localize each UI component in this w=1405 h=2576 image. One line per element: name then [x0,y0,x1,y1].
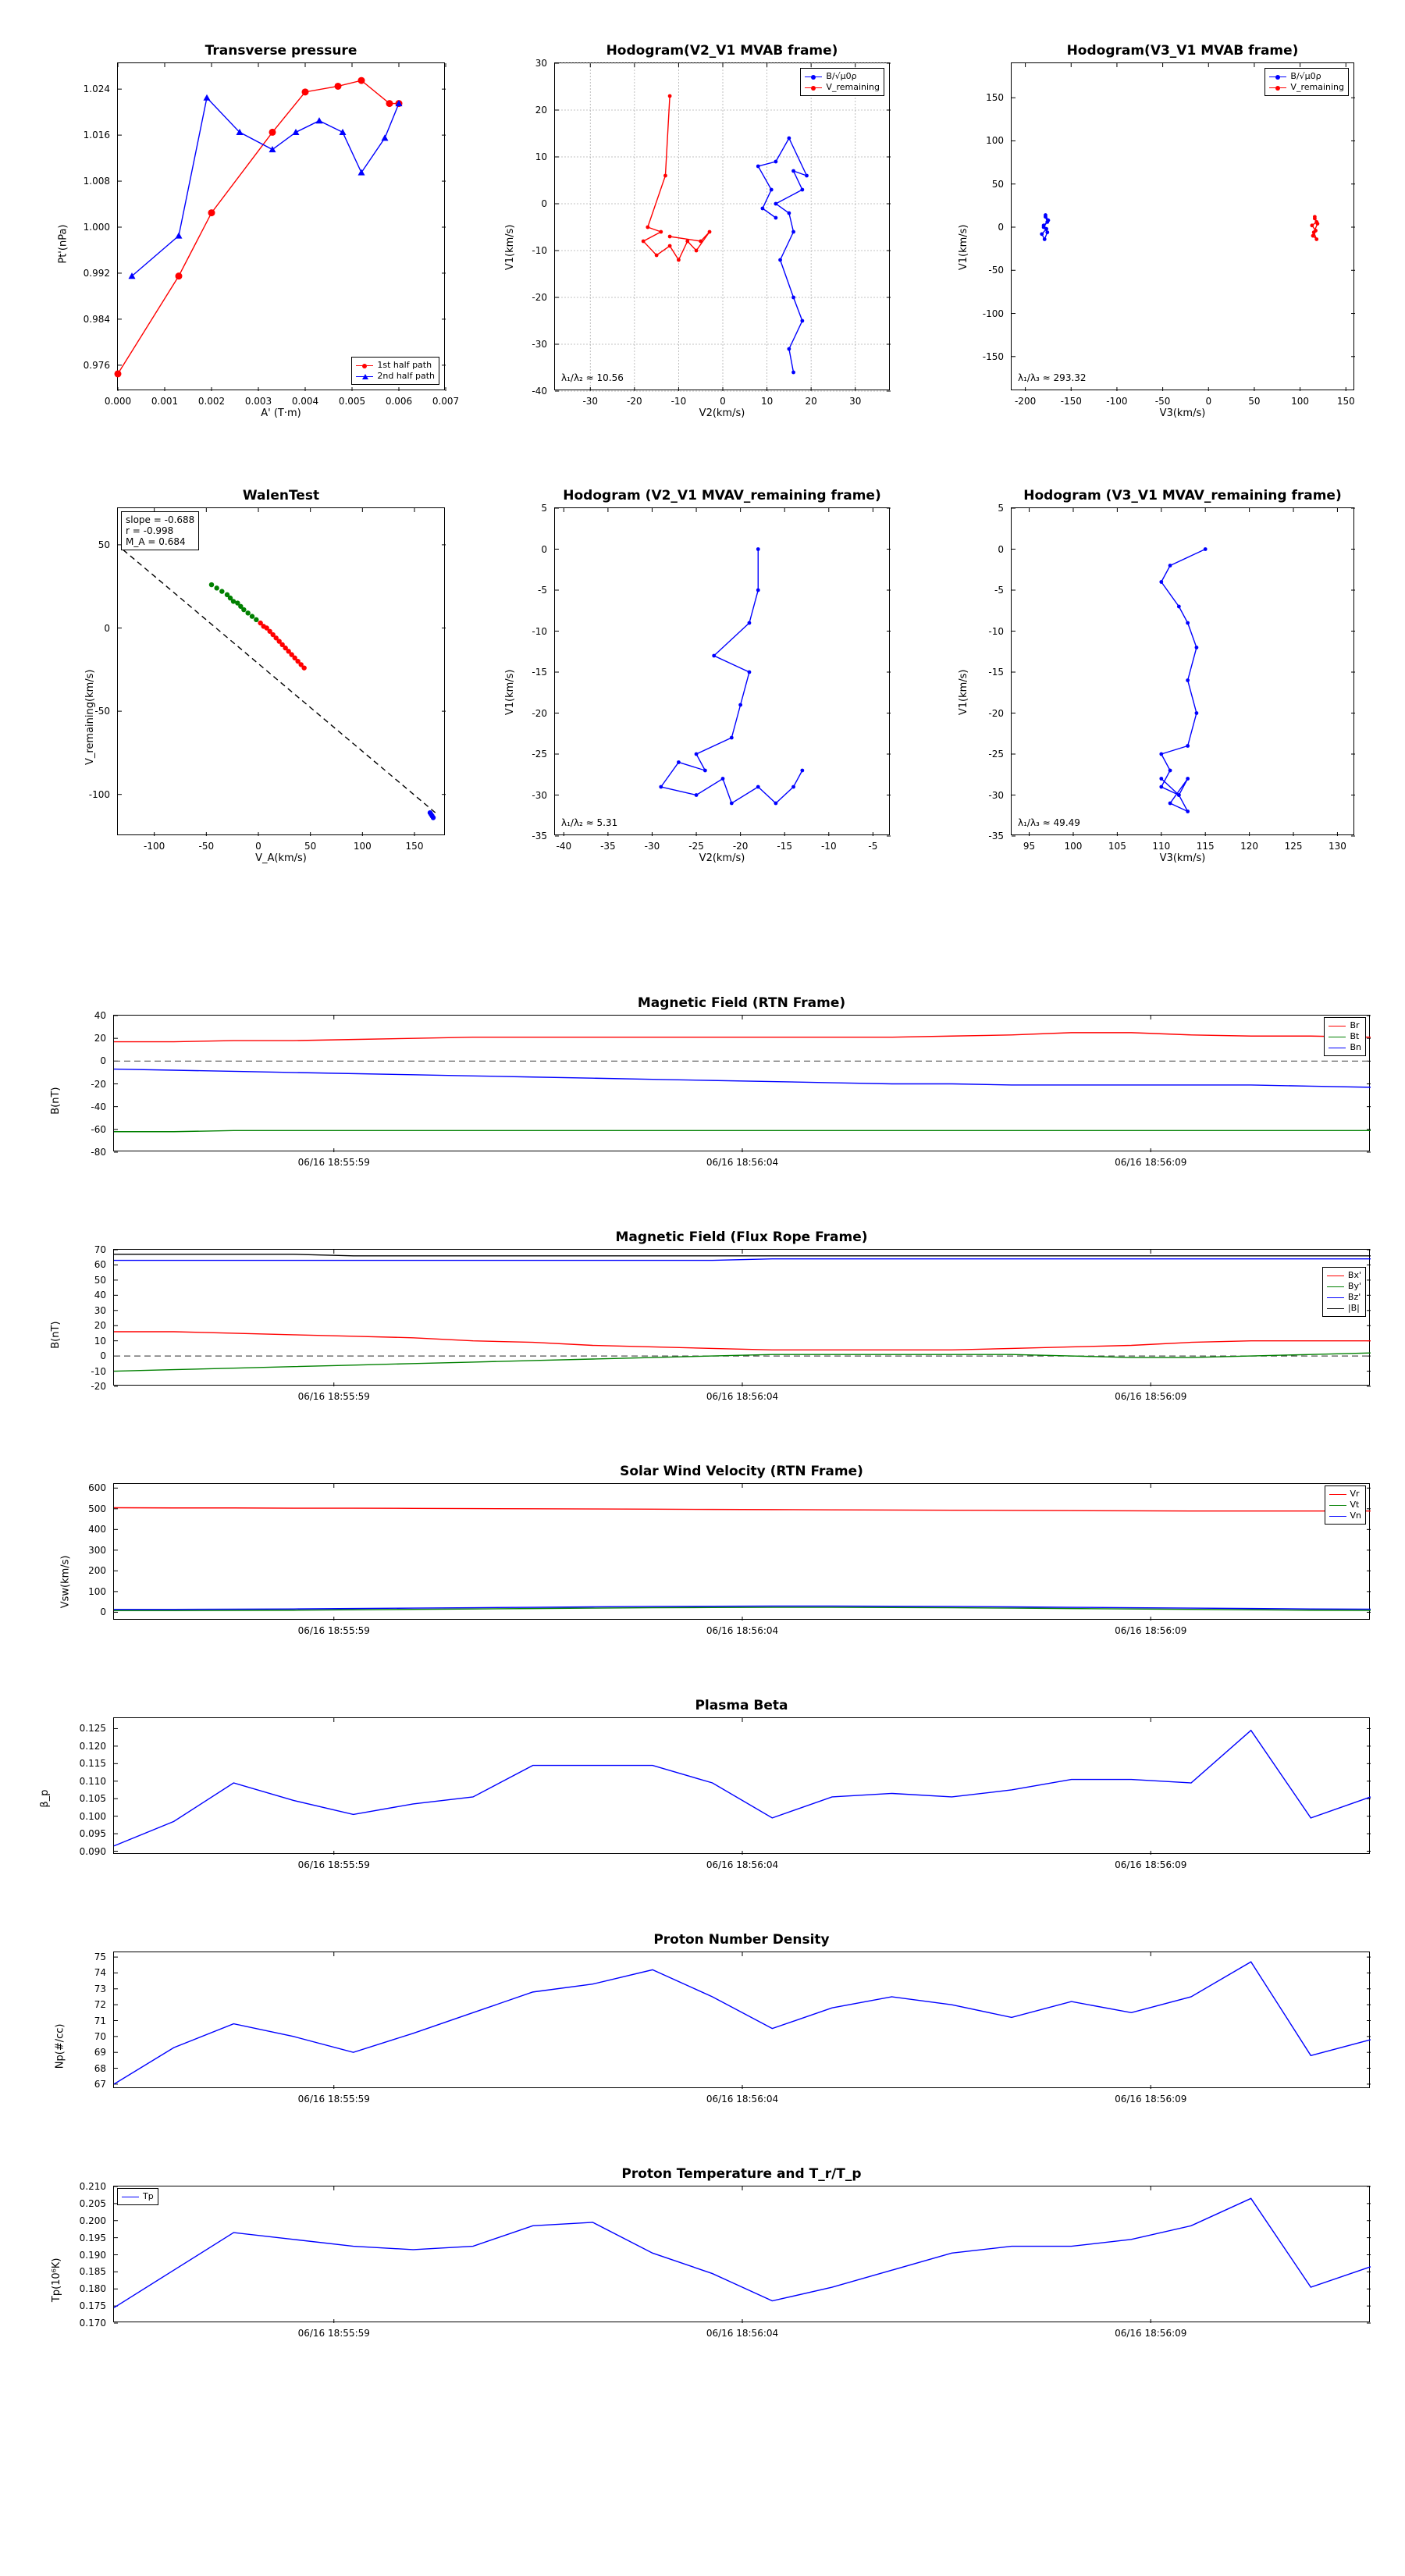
plot-area-solar-wind-velocity [114,1484,1371,1621]
x-tick-label: 10 [760,396,774,407]
y-tick-label: 0.984 [83,313,110,325]
x-tick-label: -50 [1154,396,1171,407]
legend-label: V_remaining [826,82,880,92]
y-tick-label: -10 [532,625,547,637]
legend-label: By' [1347,1281,1361,1291]
legend-label: Bn [1350,1042,1361,1052]
legend-label: Vt [1350,1500,1360,1510]
axes-magnetic-field-rtn [91,995,1370,1168]
walen-stats-box [121,511,199,550]
x-tick-label: 06/16 18:56:04 [706,1391,779,1402]
y-tick-label: -30 [532,789,547,801]
ma-value: M_A = 0.684 [126,536,186,547]
y-tick-label: 72 [94,1999,106,2011]
axes-proton-number-density [94,1932,1370,2105]
x-tick-label: 0.002 [197,396,226,407]
x-tick-label: 06/16 18:55:59 [297,2094,370,2105]
axes-magnetic-field-flux-rope [91,1229,1370,1402]
panel-magnetic-field-rtn [47,995,1374,1187]
y-tick-label: -35 [988,831,1004,841]
y-tick-label: -20 [91,1381,106,1392]
axes-solar-wind-velocity [88,1464,1370,1636]
y-tick-label: 1.024 [83,84,110,95]
y-tick-label: 0 [541,543,547,555]
x-tick-label: 0.007 [432,396,460,407]
eigenvalue-ratio-annotation: λ₁/λ₂ ≈ 5.31 [561,817,618,828]
x-axis-label: V2(km/s) [699,852,745,864]
x-tick-label: 130 [1328,841,1346,852]
x-tick-label: 06/16 18:55:59 [297,1157,370,1168]
y-tick-label: 50 [98,539,110,550]
y-tick-label: 500 [88,1503,106,1514]
eigenvalue-ratio-annotation: λ₁/λ₂ ≈ 10.56 [561,372,624,383]
axes-hodogram-v3v1-mvav [988,488,1354,852]
y-tick-label: 0.095 [79,1828,106,1840]
y-tick-label: 100 [986,135,1004,147]
plot-area-hodogram-v2v1-mvab [555,63,891,391]
eigenvalue-ratio-annotation: λ₁/λ₃ ≈ 49.49 [1018,817,1080,828]
plot-area-proton-temperature [114,2186,1371,2323]
panel-hodogram-v3v1-mvab [937,43,1374,422]
x-tick-label: -30 [582,396,599,407]
legend-label: 2nd half path [377,371,435,381]
y-tick-label: 67 [94,2078,106,2090]
y-tick-label: 20 [94,1033,106,1044]
y-axis-label: B(nT) [50,1087,62,1115]
axes-transverse-pressure [83,43,460,407]
y-tick-label: 0.125 [79,1723,106,1735]
legend-label: B/√μ0ρ [1290,71,1321,81]
y-axis-label: Tp(10⁶K) [50,2258,62,2303]
y-tick-label: 0.210 [79,2181,106,2192]
legend-hodogram-v2v1-mvab [800,68,884,96]
legend-label: Bt [1350,1031,1360,1041]
x-tick-label: -35 [600,841,616,852]
x-tick-label: 115 [1196,841,1215,852]
y-tick-label: 75 [94,1952,106,1963]
x-axis-label: V2(km/s) [699,407,745,419]
x-tick-label: 06/16 18:55:59 [297,1625,370,1636]
y-tick-label: -5 [538,585,547,596]
x-tick-label: 0.003 [244,396,272,407]
x-tick-label: 120 [1240,841,1259,852]
x-tick-label: 06/16 18:56:04 [706,1625,779,1636]
x-tick-label: -50 [198,841,215,852]
y-tick-label: -10 [532,245,547,256]
x-tick-label: 100 [1291,396,1310,407]
x-axis-label: V_A(km/s) [255,852,307,864]
x-tick-label: 0 [720,396,726,407]
y-tick-label: 5 [541,503,547,514]
chart-title: Hodogram (V2_V1 MVAV_remaining frame) [563,488,881,503]
y-tick-label: -40 [532,386,547,397]
y-tick-label: -10 [91,1365,106,1377]
x-tick-label: 0.000 [104,396,132,407]
y-tick-label: 68 [94,2062,106,2074]
plot-area-hodogram-v3v1-mvab [1012,63,1355,391]
y-tick-label: -15 [532,667,547,678]
axes-hodogram-v2v1-mvab [532,43,890,407]
y-axis-label: V1(km/s) [503,669,516,716]
panel-hodogram-v2v1-mvab [492,43,898,422]
x-tick-label: -40 [556,841,572,852]
y-axis-label: Vsw(km/s) [59,1555,72,1609]
x-tick-label: 0 [255,841,261,852]
y-tick-label: 0.976 [83,359,110,371]
y-tick-label: 0.200 [79,2215,106,2226]
y-tick-label: -30 [988,789,1004,801]
y-tick-label: -25 [988,749,1004,760]
legend-proton-temperature [117,2188,158,2205]
y-axis-label: Pt'(nPa) [57,224,69,264]
y-tick-label: -15 [988,667,1004,678]
y-tick-label: 0.170 [79,2318,106,2329]
y-axis-label: V_remaining(km/s) [84,669,96,766]
legend-label: Tp [143,2191,154,2201]
y-tick-label: 30 [535,58,547,69]
chart-title: Magnetic Field (RTN Frame) [637,995,846,1011]
axes-proton-temperature [79,2166,1370,2339]
y-tick-label: -20 [91,1078,106,1090]
panel-magnetic-field-flux-rope [47,1229,1374,1421]
legend-transverse-pressure [351,357,439,385]
y-tick-label: 0.205 [79,2197,106,2209]
x-tick-label: 50 [1248,396,1261,407]
y-tick-label: 70 [94,1244,106,1255]
y-tick-label: -30 [532,339,547,350]
y-tick-label: 74 [94,1967,106,1979]
legend-solar-wind-velocity [1325,1485,1367,1525]
y-tick-label: 70 [94,2030,106,2042]
x-tick-label: 0.006 [385,396,413,407]
y-tick-label: 0 [100,1350,106,1362]
y-tick-label: 0 [998,543,1004,555]
y-tick-label: 5 [998,503,1004,514]
x-tick-label: 100 [353,841,372,852]
y-tick-label: 0 [104,622,110,634]
y-axis-label: B(nT) [50,1321,62,1349]
r-value: r = -0.998 [126,525,174,536]
y-tick-label: 1.000 [83,222,110,233]
y-tick-label: -5 [994,585,1004,596]
x-tick-label: 0.004 [291,396,319,407]
x-tick-label: -100 [144,841,165,852]
chart-title: Magnetic Field (Flux Rope Frame) [615,1229,868,1245]
y-tick-label: 0.120 [79,1740,106,1752]
legend-label: |B| [1347,1303,1360,1313]
legend-label: V_remaining [1290,82,1344,92]
y-axis-label: V1(km/s) [957,224,969,271]
x-tick-label: 125 [1284,841,1303,852]
y-tick-label: 40 [94,1290,106,1301]
y-tick-label: 10 [535,151,547,162]
x-tick-label: 06/16 18:56:09 [1115,1625,1187,1636]
y-tick-label: 0 [100,1606,106,1618]
y-tick-label: 0.090 [79,1845,106,1857]
y-tick-label: -35 [532,831,547,841]
y-tick-label: 0.115 [79,1758,106,1770]
y-tick-label: 0.110 [79,1775,106,1787]
legend-label: Bx' [1347,1270,1361,1280]
panel-plasma-beta [39,1698,1374,1889]
x-tick-label: 06/16 18:56:04 [706,1157,779,1168]
x-tick-label: 150 [405,841,424,852]
y-axis-label: β_p [39,1789,52,1808]
plot-area-magnetic-field-rtn [114,1016,1371,1152]
legend-label: B/√μ0ρ [826,71,857,81]
y-tick-label: 200 [88,1565,106,1577]
y-tick-label: 71 [94,2015,106,2026]
y-tick-label: 0.100 [79,1810,106,1822]
x-tick-label: 06/16 18:56:04 [706,1859,779,1870]
y-tick-label: 300 [88,1544,106,1556]
x-tick-label: 06/16 18:56:09 [1115,2094,1187,2105]
panel-hodogram-v3v1-mvav [937,488,1374,866]
y-tick-label: 0 [100,1055,106,1067]
legend-label: Br [1350,1020,1360,1030]
y-tick-label: -150 [982,350,1004,362]
y-tick-label: -40 [91,1101,106,1112]
x-tick-label: 0 [1205,396,1212,407]
y-tick-label: 73 [94,1983,106,1994]
plot-area-hodogram-v2v1-mvav [555,508,891,836]
x-tick-label: -30 [644,841,660,852]
y-tick-label: 50 [991,178,1004,190]
x-tick-label: -10 [670,396,687,407]
y-tick-label: 10 [94,1335,106,1347]
x-tick-label: 06/16 18:55:59 [297,1391,370,1402]
x-tick-label: 06/16 18:55:59 [297,2328,370,2339]
y-tick-label: 0 [541,198,547,209]
x-tick-label: 150 [1336,396,1355,407]
y-tick-label: 30 [94,1304,106,1316]
axes-plasma-beta [79,1698,1370,1870]
x-tick-label: -15 [777,841,793,852]
y-tick-label: 20 [94,1320,106,1332]
y-tick-label: 0.190 [79,2249,106,2261]
chart-title: Proton Number Density [653,1932,830,1948]
y-tick-label: 0.185 [79,2266,106,2278]
x-tick-label: -20 [732,841,749,852]
y-tick-label: 40 [94,1010,106,1021]
x-tick-label: 95 [1023,841,1036,852]
chart-title: Plasma Beta [695,1698,788,1713]
x-tick-label: 50 [304,841,317,852]
legend-label: 1st half path [377,360,432,370]
plot-area-proton-number-density [114,1952,1371,2089]
y-tick-label: 150 [986,92,1004,104]
y-tick-label: -50 [988,265,1004,276]
x-tick-label: 110 [1152,841,1171,852]
x-tick-label: 06/16 18:56:04 [706,2094,779,2105]
y-axis-label: V1(km/s) [503,224,516,271]
plot-area-walen-test [118,508,446,836]
x-axis-label: A' (T·m) [261,407,301,419]
y-tick-label: 60 [94,1259,106,1271]
x-tick-label: -200 [1014,396,1037,407]
x-tick-label: 0.005 [338,396,366,407]
x-tick-label: 06/16 18:55:59 [297,1859,370,1870]
y-tick-label: 0.175 [79,2300,106,2312]
plot-area-magnetic-field-flux-rope [114,1250,1371,1386]
axes-hodogram-v2v1-mvav [532,488,890,852]
y-tick-label: 20 [535,105,547,116]
x-tick-label: -25 [688,841,704,852]
x-tick-label: -10 [820,841,837,852]
panel-transverse-pressure [47,43,460,422]
y-axis-label: Np(#/cc) [54,2023,66,2069]
y-tick-label: -20 [532,707,547,719]
x-tick-label: 06/16 18:56:09 [1115,2328,1187,2339]
y-tick-label: 100 [88,1585,106,1597]
slope-value: slope = -0.688 [126,514,195,525]
legend-magnetic-field-flux-rope [1322,1267,1366,1317]
x-tick-label: 06/16 18:56:09 [1115,1859,1187,1870]
chart-title: Transverse pressure [205,43,357,59]
legend-hodogram-v3v1-mvab [1264,68,1349,96]
y-tick-label: -60 [91,1123,106,1135]
y-tick-label: -20 [532,292,547,303]
y-tick-label: 1.008 [83,176,110,187]
y-axis-label: V1(km/s) [957,669,969,716]
x-tick-label: -100 [1106,396,1128,407]
chart-title: Hodogram(V3_V1 MVAB frame) [1066,43,1299,59]
legend-magnetic-field-rtn [1324,1017,1366,1056]
panel-hodogram-v2v1-mvav [492,488,898,866]
y-tick-label: 0.992 [83,267,110,279]
panel-solar-wind-velocity [47,1464,1374,1655]
x-tick-label: 06/16 18:56:04 [706,2328,779,2339]
chart-title: Hodogram(V2_V1 MVAB frame) [606,43,838,59]
x-axis-label: V3(km/s) [1159,852,1206,864]
y-tick-label: 400 [88,1524,106,1535]
y-tick-label: -100 [982,308,1004,319]
x-tick-label: 105 [1108,841,1126,852]
panel-walen-test [47,488,453,866]
x-tick-label: 06/16 18:56:09 [1115,1157,1187,1168]
chart-title: WalenTest [242,488,320,503]
y-tick-label: 0.105 [79,1793,106,1805]
y-tick-label: 50 [94,1274,106,1286]
x-tick-label: 06/16 18:56:09 [1115,1391,1187,1402]
chart-title: Solar Wind Velocity (RTN Frame) [620,1464,863,1479]
x-axis-label: V3(km/s) [1159,407,1206,419]
panel-proton-temperature [47,2166,1374,2357]
chart-title: Hodogram (V3_V1 MVAV_remaining frame) [1023,488,1342,503]
plot-area-plasma-beta [114,1718,1371,1855]
plot-area-transverse-pressure [118,63,446,391]
plot-area-hodogram-v3v1-mvav [1012,508,1355,836]
eigenvalue-ratio-annotation: λ₁/λ₃ ≈ 293.32 [1018,372,1087,383]
y-tick-label: -10 [988,625,1004,637]
y-tick-label: -80 [91,1147,106,1158]
x-tick-label: 0.001 [151,396,179,407]
y-tick-label: 0 [998,222,1004,233]
x-tick-label: 100 [1064,841,1083,852]
legend-label: Bz' [1347,1292,1361,1302]
chart-title: Proton Temperature and T_r/T_p [621,2166,862,2182]
y-tick-label: 600 [88,1482,106,1494]
x-tick-label: -150 [1060,396,1082,407]
y-tick-label: 69 [94,2047,106,2058]
panel-proton-number-density [47,1932,1374,2123]
x-tick-label: 20 [805,396,817,407]
x-tick-label: -20 [627,396,642,407]
y-tick-label: 0.180 [79,2283,106,2295]
axes-hodogram-v3v1-mvab [982,43,1355,407]
y-tick-label: -20 [988,707,1004,719]
x-tick-label: -5 [868,841,878,852]
y-tick-label: 1.016 [83,130,110,141]
y-tick-label: -50 [94,706,110,717]
y-tick-label: 0.195 [79,2232,106,2243]
y-tick-label: -25 [532,749,547,760]
legend-label: Vr [1350,1489,1360,1499]
x-tick-label: 30 [849,396,862,407]
legend-label: Vn [1350,1510,1361,1521]
y-tick-label: -100 [88,788,110,800]
